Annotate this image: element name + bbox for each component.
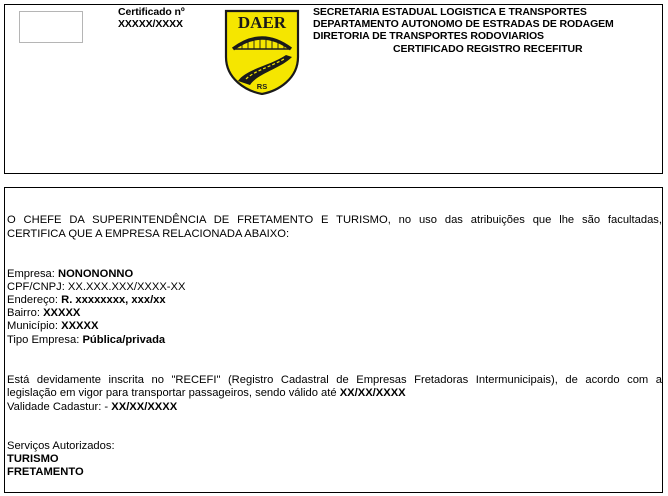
certificate-number: XXXXX/XXXX <box>118 18 183 30</box>
intro-line-1: O CHEFE DA SUPERINTENDÊNCIA DE FRETAMENTO E TURISMO, no uso das atribuições que lhe são facultadas, <box>7 214 662 226</box>
field-value: R. xxxxxxxx, xxx/xx <box>61 294 166 306</box>
validity-value: XX/XX/XXXX <box>111 401 178 413</box>
header-divider-center <box>221 4 301 5</box>
logo-text-rs: RS <box>256 82 268 91</box>
field-value: XX.XXX.XXX/XXXX-XX <box>67 281 186 293</box>
document-title: CERTIFICADO REGISTRO RECEFITUR <box>393 43 583 55</box>
field-empresa <box>7 268 133 281</box>
validity-label: Validade Cadastur: - <box>7 401 112 413</box>
field-bairro <box>7 307 80 320</box>
field-value: XXXXX <box>43 307 81 319</box>
field-value: Pública/privada <box>82 334 166 346</box>
field-municipio <box>7 320 98 333</box>
field-value: NONONONNO <box>57 268 134 280</box>
field-label: Endereço: <box>7 294 62 306</box>
field-label: Bairro: <box>7 307 44 319</box>
service-item: FRETAMENTO <box>7 466 84 478</box>
services-label: Serviços Autorizados: <box>7 440 115 452</box>
field-label: Tipo Empresa: <box>7 334 83 346</box>
service-item: TURISMO <box>7 453 59 465</box>
org-line-secretaria: SECRETARIA ESTADUAL LOGISTICA E TRANSPORTES <box>313 6 587 18</box>
registration-text: legislação em vigor para transportar passageiros, sendo válido até <box>7 387 340 399</box>
certificate-label: Certificado nº <box>118 6 185 18</box>
field-cpf-cnpj <box>7 281 185 294</box>
intro-line-2: CERTIFICA QUE A EMPRESA RELACIONADA ABAIXO: <box>7 228 290 240</box>
logo-text-daer: DAER <box>237 13 287 32</box>
registration-line-1: Está devidamente inscrita no "RECEFI" (Registro Cadastral de Empresas Fretadoras Intermunicipais), de acordo com a <box>7 374 662 386</box>
certificate-stamp-box <box>19 11 83 43</box>
org-line-departamento: DEPARTAMENTO AUTONOMO DE ESTRADAS DE RODAGEM <box>313 18 614 30</box>
field-label: Município: <box>7 320 62 332</box>
field-endereco <box>7 294 166 307</box>
field-value: XXXXX <box>61 320 99 332</box>
validity-cadastur <box>7 401 177 414</box>
registration-line-2 <box>7 387 406 400</box>
org-line-diretoria: DIRETORIA DE TRANSPORTES RODOVIARIOS <box>313 30 544 42</box>
field-label: Empresa: <box>7 268 58 280</box>
daer-rs-logo <box>224 9 300 95</box>
header-divider-left <box>92 4 152 5</box>
field-label: CPF/CNPJ: <box>7 281 68 293</box>
field-tipo-empresa <box>7 334 165 347</box>
registration-valid-date: XX/XX/XXXX <box>339 387 406 399</box>
